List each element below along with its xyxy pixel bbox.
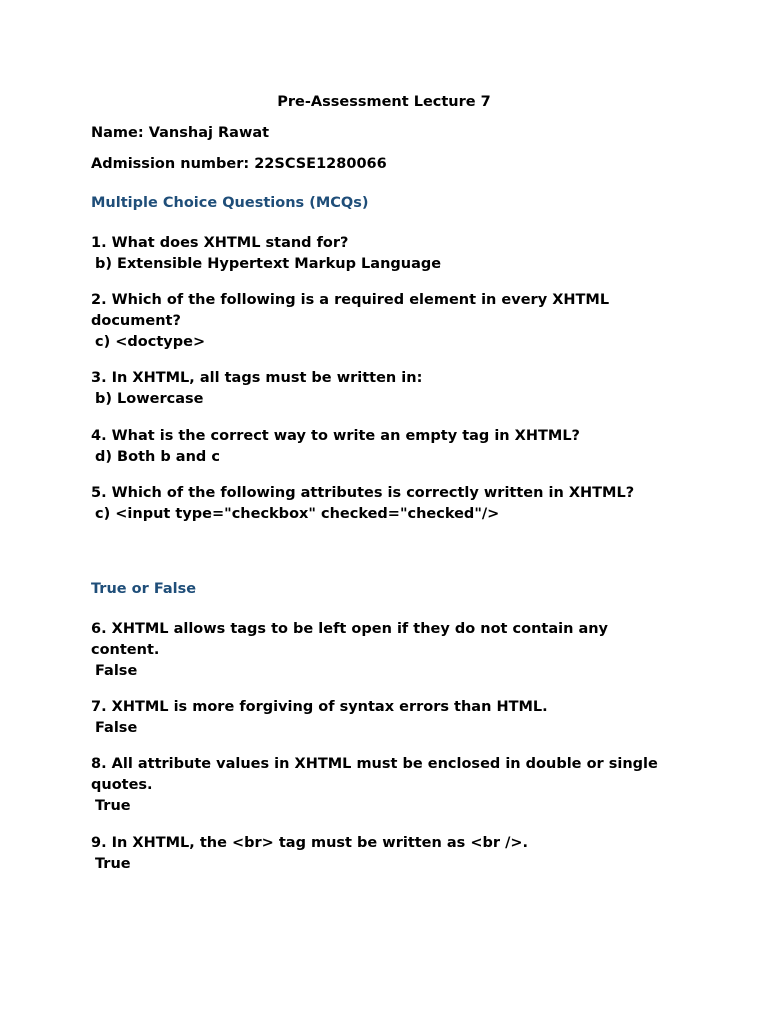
answer-text: b) Extensible Hypertext Markup Language: [95, 256, 442, 272]
true-false-section-heading: True or False: [91, 581, 197, 597]
answer-text: b) Lowercase: [95, 391, 204, 407]
question-text: 3. In XHTML, all tags must be written in:: [91, 370, 423, 386]
document-title: Pre-Assessment Lecture 7: [277, 94, 491, 110]
answer-text: True: [95, 798, 131, 814]
question-block: [91, 368, 671, 410]
question-block: [91, 833, 671, 875]
question-text: 1. What does XHTML stand for?: [91, 235, 349, 251]
answer-text: c) <input type="checkbox" checked="checked"/>: [95, 506, 500, 522]
answer-text: False: [95, 663, 138, 679]
mcq-section-heading: Multiple Choice Questions (MCQs): [91, 195, 369, 211]
question-block: [91, 697, 671, 739]
question-text: 5. Which of the following attributes is correctly written in XHTML?: [91, 485, 635, 501]
answer-text: d) Both b and c: [95, 449, 220, 465]
question-block: [91, 290, 671, 353]
question-block: [91, 233, 671, 275]
question-text: 2. Which of the following is a required element in every XHTML document?: [91, 292, 610, 329]
question-text: 4. What is the correct way to write an empty tag in XHTML?: [91, 428, 580, 444]
admission-number: Admission number: 22SCSE1280066: [91, 156, 387, 172]
question-block: [91, 483, 671, 525]
answer-text: c) <doctype>: [95, 334, 206, 350]
question-block: [91, 426, 671, 468]
answer-text: True: [95, 856, 131, 872]
question-text: 8. All attribute values in XHTML must be enclosed in double or single quotes.: [91, 756, 658, 793]
student-name: Name: Vanshaj Rawat: [91, 125, 270, 141]
answer-text: False: [95, 720, 138, 736]
question-text: 9. In XHTML, the <br> tag must be written as <br />.: [91, 835, 529, 851]
question-text: 7. XHTML is more forgiving of syntax errors than HTML.: [91, 699, 548, 715]
question-block: [91, 619, 671, 682]
question-text: 6. XHTML allows tags to be left open if they do not contain any content.: [91, 621, 609, 658]
question-block: [91, 754, 671, 817]
